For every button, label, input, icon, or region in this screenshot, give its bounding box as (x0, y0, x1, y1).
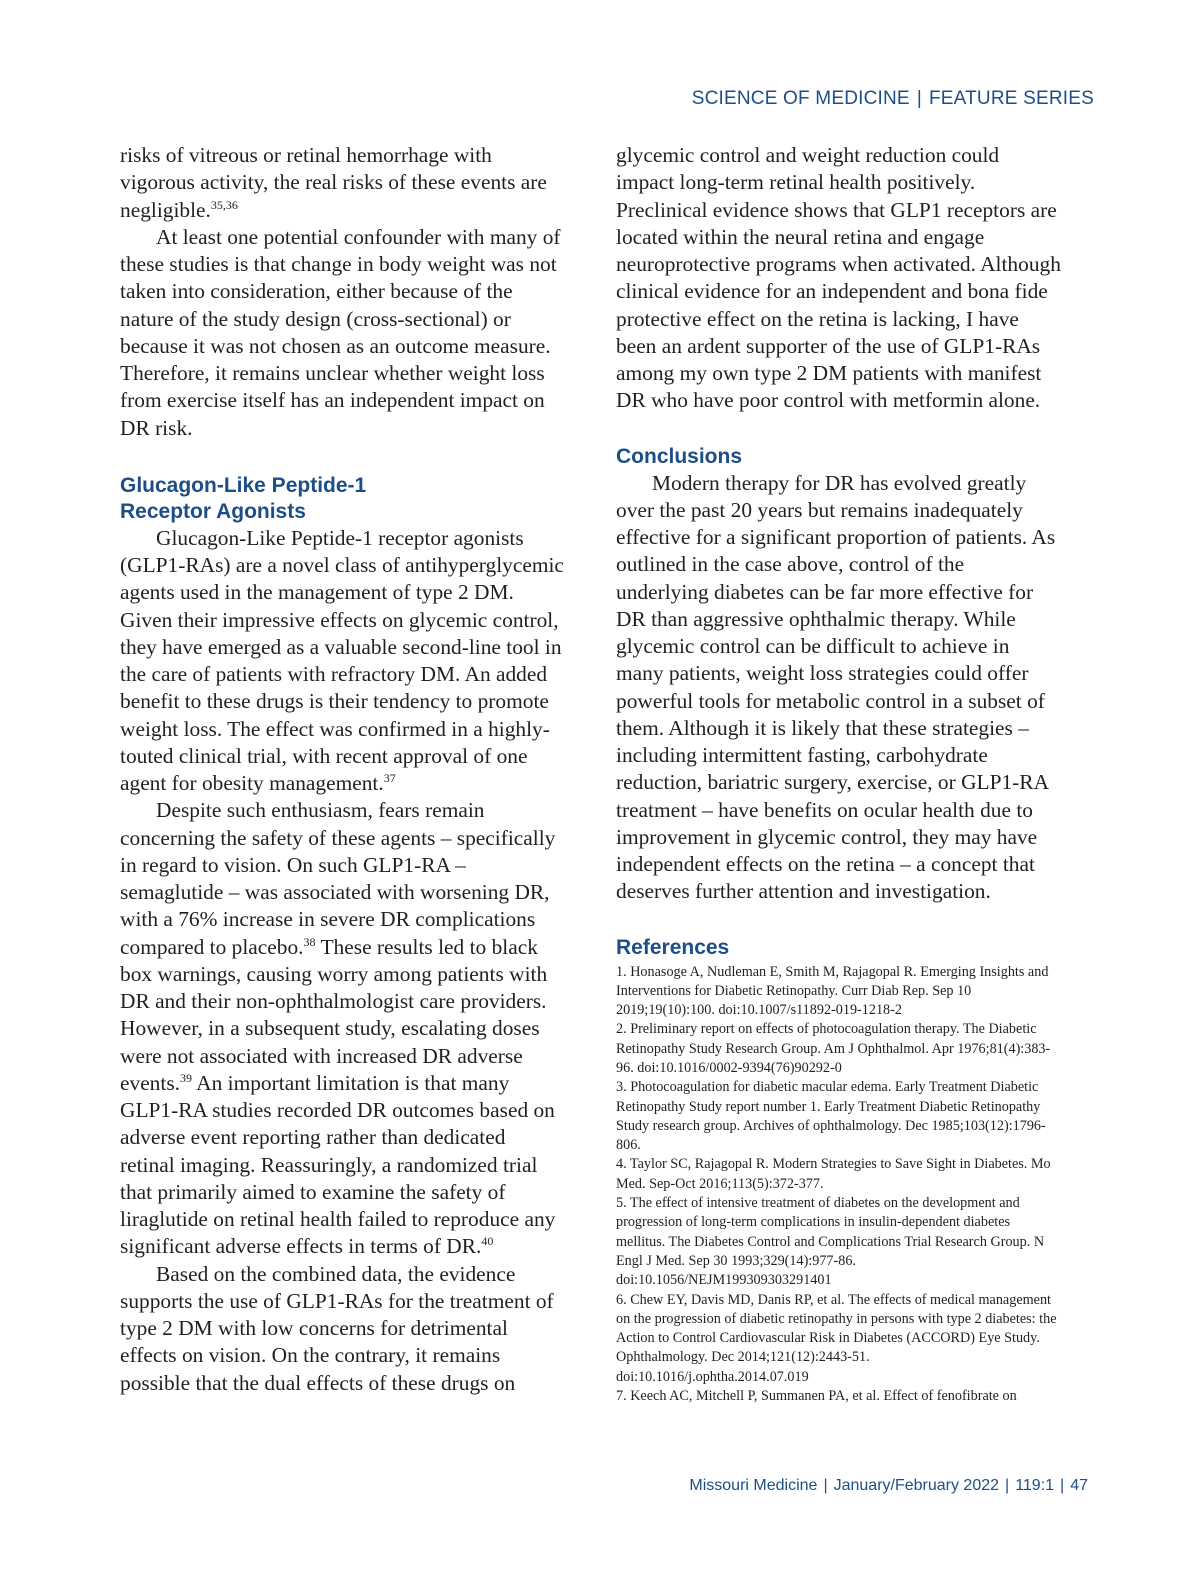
reference-item: 1. Honasoge A, Nudleman E, Smith M, Rajagopal R. Emerging Insights and Interventions for Diabetic Retinopathy. Curr Diab Rep. Sep 10 2019;19(10):100. doi:10.1007/s11892-019-1218-2 (616, 963, 1049, 1019)
citation: 37 (383, 771, 396, 785)
paragraph: glycemic control and weight reduction could impact long-term retinal health positively. Preclinical evidence shows that GLP1 receptors are located within the neural retina and engage neuroprotective programs when activated. Although clinical evidence for an independent and bona fide protective effect on the retina is lacking, I have been an ardent supporter of the use of GLP1-RAs among my own type 2 DM patients with manifest DR who have poor control with metformin alone. (616, 143, 1061, 413)
footer-separator: | (1060, 1477, 1065, 1494)
page-number: 47 (1070, 1477, 1088, 1494)
citation: 40 (481, 1234, 494, 1249)
citation: 38 (303, 934, 316, 949)
footer-separator: | (1005, 1477, 1010, 1494)
citation: 39 (180, 1070, 192, 1085)
reference-item: 2. Preliminary report on effects of photocoagulation therapy. The Diabetic Retinopathy Study Research Group. Am J Ophthalmol. Apr 1976;81(4):383-96. doi:10.1016/0002-9394(76)90292-0 (616, 1021, 1051, 1076)
footer-journal: Missouri Medicine (689, 1477, 818, 1494)
left-column (120, 142, 565, 1397)
reference-item: 6. Chew EY, Davis MD, Danis RP, et al. The effects of medical management on the progression of diabetic retinopathy in persons with type 2 diabetes: the Action to Control Cardiovascular Risk in Diabetes (ACCORD) Eye Study. Ophthalmology. Dec 2014;121(12):2443-51. doi:10.1016/j.ophtha.2014.07.019 (616, 1291, 1057, 1385)
reference-item: 4. Taylor SC, Rajagopal R. Modern Strategies to Save Sight in Diabetes. Mo Med. Sep-Oct 2016;113(5):372-377. (616, 1156, 1051, 1192)
paragraph: Based on the combined data, the evidence supports the use of GLP1-RAs for the treatment of type 2 DM with low concerns for detrimental effects on vision. On the contrary, it remains possible that the dual effects of these drugs on (120, 1261, 554, 1395)
right-column (616, 142, 1061, 1406)
section-heading-glp1: Glucagon-Like Peptide-1 Receptor Agonists (120, 473, 367, 523)
paragraph: At least one potential confounder with many of these studies is that change in body weight was not taken into consideration, either because of the nature of the study design (cross-sectional) or because it was not chosen as an outcome measure. Therefore, it remains unclear whether weight loss from exercise itself has an independent impact on DR risk. (120, 224, 561, 440)
header-series: FEATURE SERIES (928, 88, 1094, 109)
paragraph: Glucagon-Like Peptide-1 receptor agonists (GLP1-RAs) are a novel class of antihyperglycemic agents used in the management of type 2 DM. Given their impressive effects on glycemic control, they have emerged as a valuable second-line tool in the care of patients with refractory DM. An added benefit to these drugs is their tendency to promote weight loss. The effect was confirmed in a highly-touted clinical trial, with recent approval of one agent for obesity management.$^{37}$ (120, 525, 564, 795)
section-heading-conclusions: Conclusions (616, 444, 743, 468)
paragraph: Modern therapy for DR has evolved greatly over the past 20 years but remains inadequately effective for a significant proportion of patients. As outlined in the case above, control of the underlying diabetes can be far more effective for DR than aggressive ophthalmic therapy. While glycemic control can be difficult to achieve in many patients, weight loss strategies could offer powerful tools for metabolic control in a subset of them. Although it is likely that these strategies – including intermittent fasting, carbohydrate reduction, bariatric surgery, exercise, or GLP1-RA treatment – have benefits on ocular health due to improvement in glycemic control, they may have independent effects on the retina – a concept that deserves further attention and investigation. (616, 470, 1056, 904)
reference-list (616, 963, 1061, 1407)
paragraph: Despite such enthusiasm, fears remain concerning the safety of these agents – specifically in regard to vision. On such GLP1-RA – semaglutide – was associated with worsening DR, with a 76% increase in severe DR complications compared to placebo.$^{38}$ These results led to black box warnings, causing worry among patients with DR and their non-ophthalmologist care providers. However, in a subsequent study, escalating doses were not associated with increased DR adverse events.$^{39}$ An important limitation is that many GLP1-RA studies recorded DR outcomes based on adverse event reporting rather than dedicated retinal imaging. Reassuringly, a randomized trial that primarily aimed to examine the safety of liraglutide on retinal health failed to reproduce any significant adverse effects in terms of DR.$^{40}$ (120, 798, 556, 1259)
citation: 35,36 (210, 197, 238, 212)
footer-issue: January/February 2022 (833, 1477, 1000, 1494)
footer-separator: | (823, 1477, 828, 1494)
running-header (692, 88, 1094, 110)
header-section: SCIENCE OF MEDICINE (691, 88, 910, 109)
reference-item: 7. Keech AC, Mitchell P, Summanen PA, et al. Effect of fenofibrate on (616, 1388, 1017, 1405)
reference-item: 3. Photocoagulation for diabetic macular edema. Early Treatment Diabetic Retinopathy Study report number 1. Early Treatment Diabetic Retinopathy Study research group. Archives of ophthalmology. Dec 1985;103(12):1796-806. (616, 1079, 1046, 1154)
header-separator: | (916, 88, 922, 109)
section-heading-references: References (616, 935, 730, 959)
footer-volume: 119:1 (1015, 1477, 1055, 1494)
reference-item: 5. The effect of intensive treatment of diabetes on the development and progression of long-term complications in insulin-dependent diabetes mellitus. The Diabetes Control and Complications Trial Research Group. N Engl J Med. Sep 30 1993;329(14):977-86. doi:10.1056/NEJM199309303291401 (616, 1195, 1045, 1289)
paragraph: risks of vitreous or retinal hemorrhage with vigorous activity, the real risks of these events are negligible.$^{35,36}$ (120, 143, 547, 222)
page-footer (689, 1477, 1088, 1495)
